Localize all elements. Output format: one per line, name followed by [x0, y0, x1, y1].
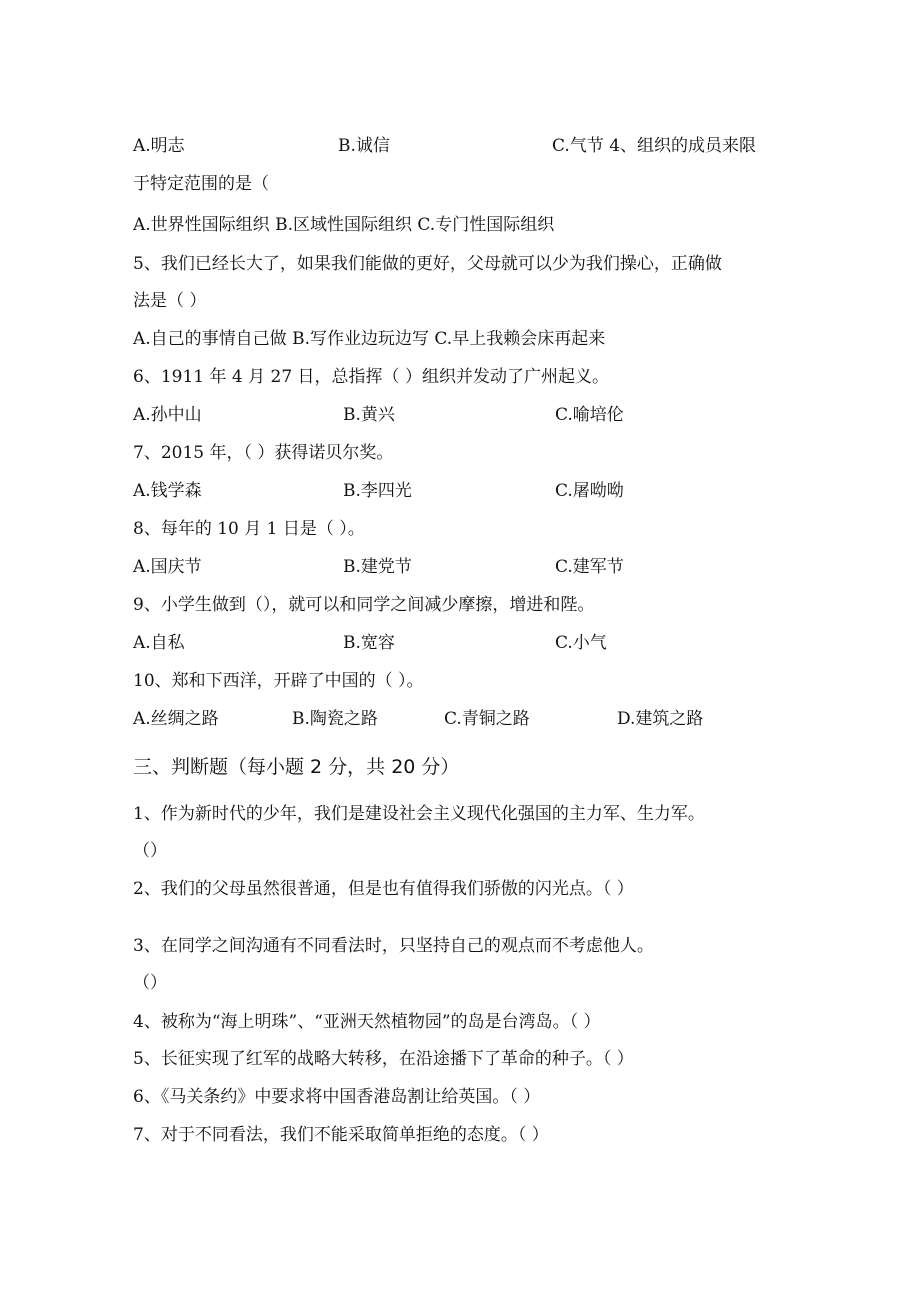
q10-stem: 10、郑和下西洋，开辟了中国的（ ）。	[133, 671, 424, 691]
tf-item-3-blank: （）	[133, 973, 167, 993]
q4-stem-continued: 于特定范围的是（	[133, 174, 269, 194]
tf-item-6: 6、《马关条约》中要求将中国香港岛割让给英国。（ ）	[133, 1087, 541, 1107]
q3-option-b: B.诚信	[338, 136, 390, 156]
tf-item-7: 7、对于不同看法，我们不能采取简单拒绝的态度。（ ）	[133, 1125, 549, 1145]
q5-options: A.自己的事情自己做 B.写作业边玩边写 C.早上我赖会床再起来	[133, 329, 606, 349]
section-heading-true-false: 三、判断题（每小题 2 分，共 20 分）	[133, 756, 460, 778]
tf-item-2: 2、我们的父母虽然很普通，但是也有值得我们骄傲的闪光点。（ ）	[133, 879, 634, 899]
q10-option-a: A.丝绸之路	[133, 709, 219, 729]
q7-option-a: A.钱学森	[133, 481, 202, 501]
q8-option-b: B.建党节	[343, 557, 412, 577]
q6-stem: 6、1911 年 4 月 27 日，总指挥（ ）组织并发动了广州起义。	[133, 367, 609, 387]
q3-option-a: A.明志	[133, 136, 185, 156]
q9-option-c: C.小气	[555, 633, 607, 653]
q7-option-c: C.屠呦呦	[555, 481, 624, 501]
q8-option-a: A.国庆节	[133, 557, 202, 577]
q6-option-a: A.孙中山	[133, 405, 202, 425]
q7-stem: 7、2015 年，（ ）获得诺贝尔奖。	[133, 443, 394, 463]
tf-item-5: 5、长征实现了红军的战略大转移，在沿途播下了革命的种子。（ ）	[133, 1049, 634, 1069]
q8-option-c: C.建军节	[555, 557, 624, 577]
q9-stem: 9、小学生做到（），就可以和同学之间减少摩擦，增进和陛。	[133, 595, 595, 615]
q10-option-b: B.陶瓷之路	[292, 709, 378, 729]
tf-item-1-blank: （）	[133, 841, 167, 861]
q10-option-c: C.青铜之路	[444, 709, 530, 729]
q8-stem: 8、每年的 10 月 1 日是（ ）。	[133, 519, 365, 539]
q5-stem-line2: 法是（ ）	[133, 291, 207, 311]
q9-option-a: A.自私	[133, 633, 185, 653]
q9-option-b: B.宽容	[343, 633, 395, 653]
tf-item-3: 3、在同学之间沟通有不同看法时，只坚持自己的观点而不考虑他人。	[133, 936, 654, 956]
q5-stem-line1: 5、我们已经长大了，如果我们能做的更好，父母就可以少为我们操心，正确做	[133, 254, 722, 274]
q3-option-c-and-q4-stem: C.气节 4、组织的成员来限	[552, 136, 757, 156]
tf-item-4: 4、被称为“海上明珠”、“亚洲天然植物园”的岛是台湾岛。（ ）	[133, 1012, 601, 1032]
tf-item-1: 1、作为新时代的少年，我们是建设社会主义现代化强国的主力军、生力军。	[133, 804, 705, 824]
q10-option-d: D.建筑之路	[617, 709, 704, 729]
q4-options: A.世界性国际组织 B.区域性国际组织 C.专门性国际组织	[133, 215, 555, 235]
q7-option-b: B.李四光	[343, 481, 412, 501]
q6-option-b: B.黄兴	[343, 405, 395, 425]
q6-option-c: C.喻培伦	[555, 405, 624, 425]
